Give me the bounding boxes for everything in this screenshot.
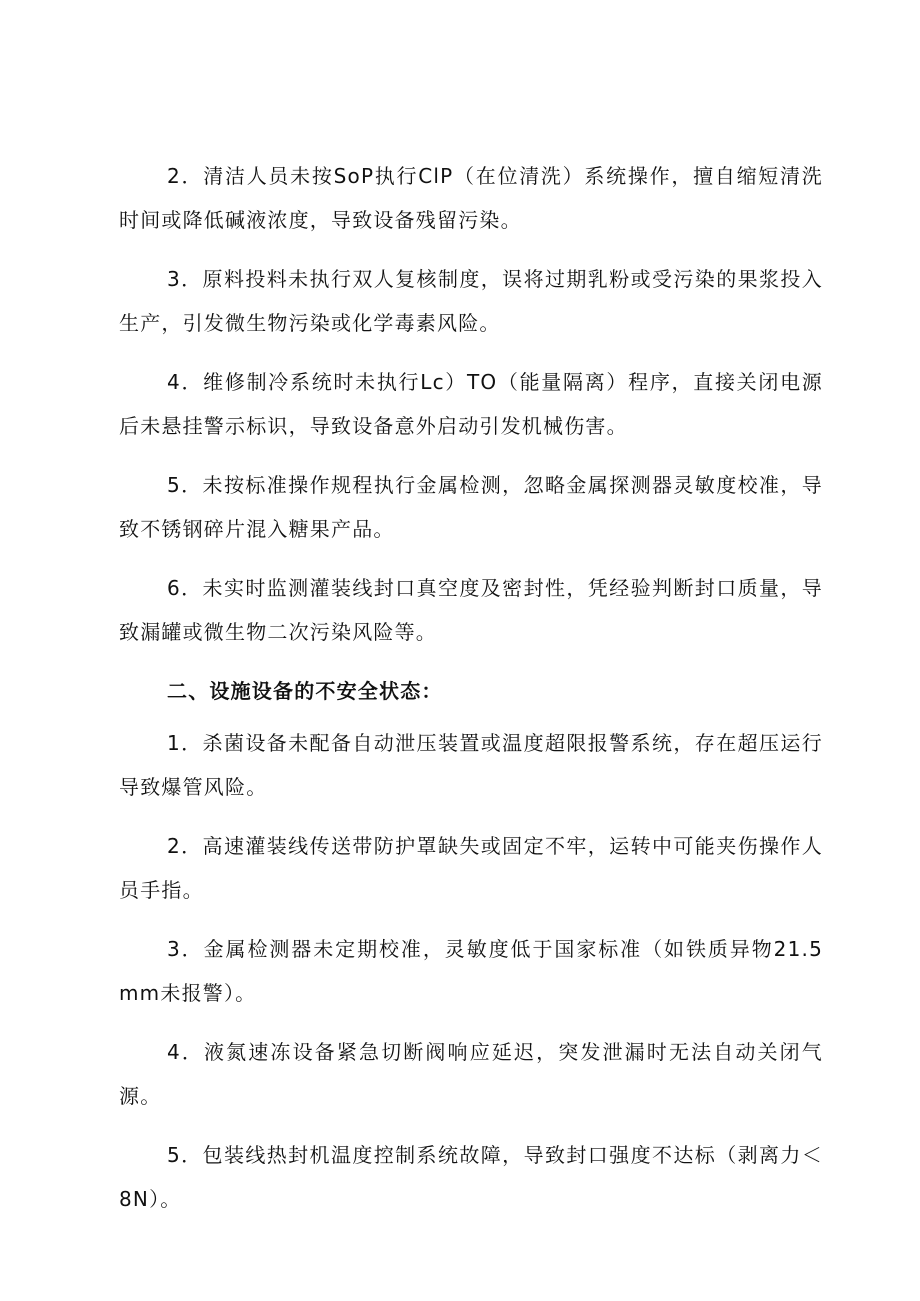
list-item xyxy=(119,154,823,242)
list-item xyxy=(119,566,823,654)
item-number: 2 xyxy=(167,164,181,188)
item-number: 3 xyxy=(167,937,181,961)
item-number: 5 xyxy=(167,473,181,497)
item-text: ．原料投料未执行双人复核制度，误将过期乳粉或受污染的果浆投入生产，引发微生物污染或化学毒素风险。 xyxy=(119,267,823,335)
item-number: 2 xyxy=(167,834,181,858)
list-item xyxy=(119,257,823,345)
item-text: ．维修制冷系统时未执行Lc）TO（能量隔离）程序，直接关闭电源后未悬挂警示标识，导致设备意外启动引发机械伤害。 xyxy=(119,370,823,438)
list-item xyxy=(119,463,823,551)
list-item xyxy=(119,824,823,912)
item-text: ．高速灌装线传送带防护罩缺失或固定不牢，运转中可能夹伤操作人员手指。 xyxy=(119,834,823,902)
item-text: ．金属检测器未定期校准，灵敏度低于国家标准（如铁质异物21.5mm未报警）。 xyxy=(119,937,823,1005)
item-number: 4 xyxy=(167,1040,181,1064)
list-item xyxy=(119,360,823,448)
item-number: 4 xyxy=(167,370,181,394)
list-item xyxy=(119,927,823,1015)
list-item xyxy=(119,1030,823,1118)
item-text: ．未按标准操作规程执行金属检测，忽略金属探测器灵敏度校准，导致不锈钢碎片混入糖果产品。 xyxy=(119,473,823,541)
list-item xyxy=(119,721,823,809)
list-item xyxy=(119,1133,823,1221)
item-number: 3 xyxy=(167,267,181,291)
item-number: 1 xyxy=(167,731,181,755)
item-number: 5 xyxy=(167,1143,181,1167)
item-text: ．未实时监测灌装线封口真空度及密封性，凭经验判断封口质量，导致漏罐或微生物二次污染风险等。 xyxy=(119,576,823,644)
item-text: ．杀菌设备未配备自动泄压装置或温度超限报警系统，存在超压运行导致爆管风险。 xyxy=(119,731,823,799)
item-text: ．液氮速冻设备紧急切断阀响应延迟，突发泄漏时无法自动关闭气源。 xyxy=(119,1040,823,1108)
item-text: ．清洁人员未按SoP执行ClP（在位清洗）系统操作，擅自缩短清洗时间或降低碱液浓度，导致设备残留污染。 xyxy=(119,164,823,232)
item-number: 6 xyxy=(167,576,181,600)
document-body xyxy=(119,154,823,1236)
item-text: ．包装线热封机温度控制系统故障，导致封口强度不达标（剥离力＜8N）。 xyxy=(119,1143,823,1211)
section-heading: 二、设施设备的不安全状态： xyxy=(167,679,443,703)
